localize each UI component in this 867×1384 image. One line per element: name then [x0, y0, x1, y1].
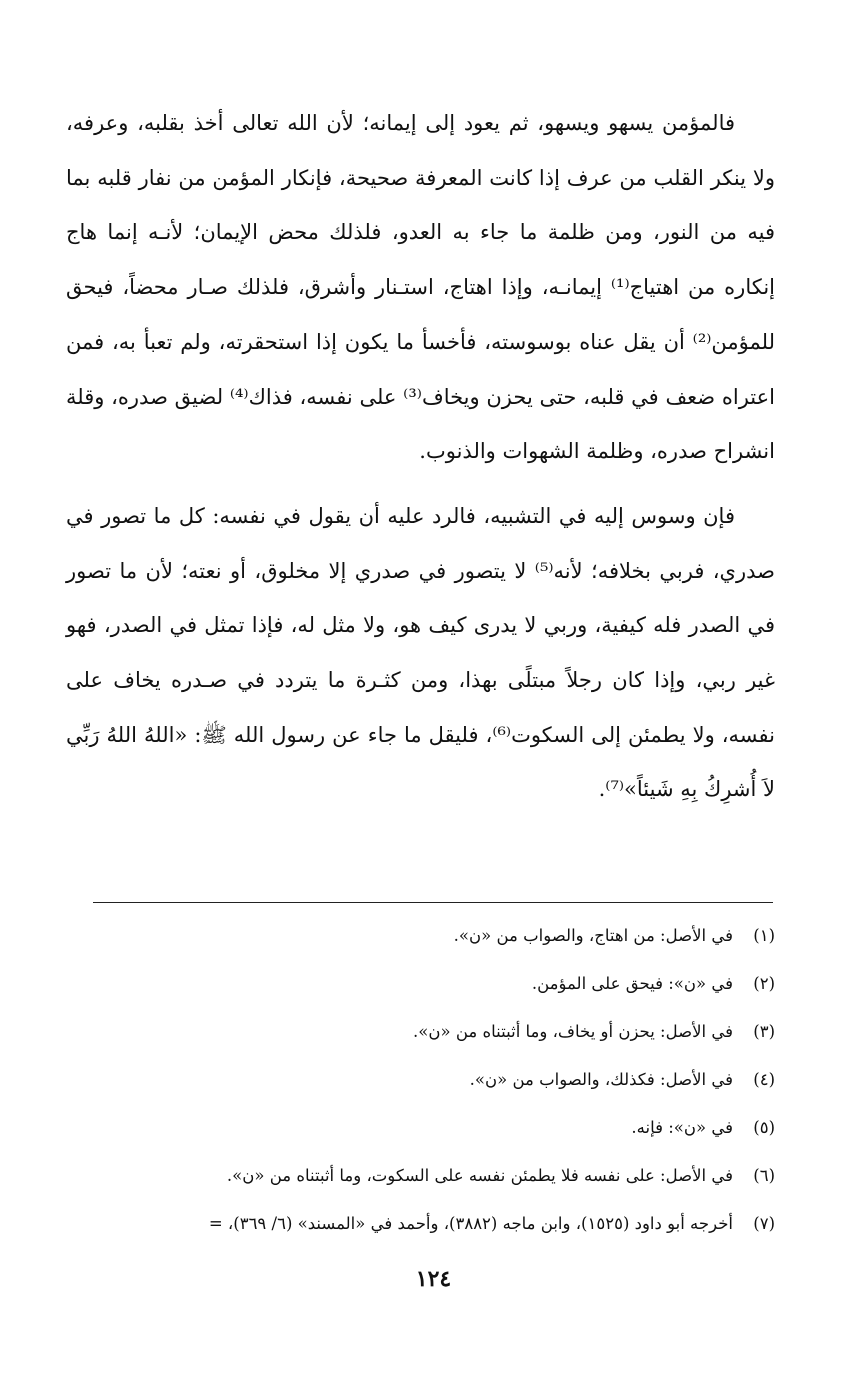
footnote-text: في «ن»: فيحق على المؤمن. — [531, 974, 733, 993]
footnote-6 — [66, 1152, 775, 1200]
footnote-text: في «ن»: فإنه. — [631, 1118, 733, 1137]
paragraph-1: فالمؤمن يسهو ويسهو، ثم يعود إلى إيمانه؛ لأن الله تعالى أخذ بقلبه، وعرفه، ولا ينكر القلب من عرف إذا كانت المعرفة صحيحة، فإنكار المؤمن من نفار قلبه بما فيه من النور، ومن ظلمة ما جاء به العدو، فلذلك محض الإيمان؛ لأنـه إنما هاج إنكاره من اهتياج⁽¹⁾ إيمانـه، وإذا اهتاج، استـنار وأشرق، فلذلك صـار محضاً، فيحق للمؤمن⁽²⁾ أن يقل عناه بوسوسته، فأخسأ ما يكون إذا استحقرته، ولم تعبأ به، فمن اعتراه ضعف في قلبه، حتى يحزن ويخاف⁽³⁾ على نفسه، فذاك⁽⁴⁾ لضيق صدره، وقلة انشراح صدره، وظلمة الشهوات والذنوب. — [66, 111, 775, 464]
footnote-number: (٤) — [753, 1070, 775, 1089]
footnote-7 — [66, 1200, 775, 1248]
footnote-text: في الأصل: من اهتاج، والصواب من «ن». — [453, 926, 733, 945]
footnote-text: في الأصل: فكذلك، والصواب من «ن». — [469, 1070, 733, 1089]
footnote-4 — [66, 1056, 775, 1104]
footnote-text: في الأصل: على نفسه فلا يطمئن نفسه على السكوت، وما أثبتناه من «ن». — [226, 1166, 733, 1185]
footnote-number: (٦) — [753, 1166, 775, 1185]
footnote-number: (٥) — [753, 1118, 775, 1137]
footnote-number: (٧) — [753, 1214, 775, 1233]
footnote-number: (١) — [753, 926, 775, 945]
footnote-separator — [93, 902, 773, 903]
footnote-1 — [66, 912, 775, 960]
footnote-3 — [66, 1008, 775, 1056]
footnote-text: في الأصل: يحزن أو يخاف، وما أثبتناه من «ن». — [413, 1022, 733, 1041]
footnote-5 — [66, 1104, 775, 1152]
paragraph-2: فإن وسوس إليه في التشبيه، فالرد عليه أن يقول في نفسه: كل ما تصور في صدري، فربي بخلافه؛ لأنه⁽⁵⁾ لا يتصور في صدري إلا مخلوق، أو نعته؛ لأن ما تصور في الصدر فله كيفية، وربي لا يدرى كيف هو، ولا مثل له، فإذا تمثل في الصدر، فهو غير ربي، وإذا كان رجلاً مبتلًى بهذا، ومن كثـرة ما يتردد في صـدره يخاف على نفسه، ولا يطمئن إلى السكوت⁽⁶⁾، فليقل ما جاء عن رسول الله ﷺ: «اللهُ اللهُ رَبِّي لاَ أُشرِكُ بِهِ شَيئاً»⁽⁷⁾. — [66, 503, 775, 802]
footnotes — [66, 912, 775, 1248]
footnote-number: (٣) — [753, 1022, 775, 1041]
footnote-text: أخرجه أبو داود (١٥٢٥)، وابن ماجه (٣٨٨٢)، وأحمد في «المسند» (٦/ ٣٦٩)، = — [208, 1214, 733, 1233]
page-number: ١٢٤ — [415, 1266, 452, 1292]
footnote-2 — [66, 960, 775, 1008]
footnote-number: (٢) — [753, 974, 775, 993]
main-text — [66, 96, 775, 817]
